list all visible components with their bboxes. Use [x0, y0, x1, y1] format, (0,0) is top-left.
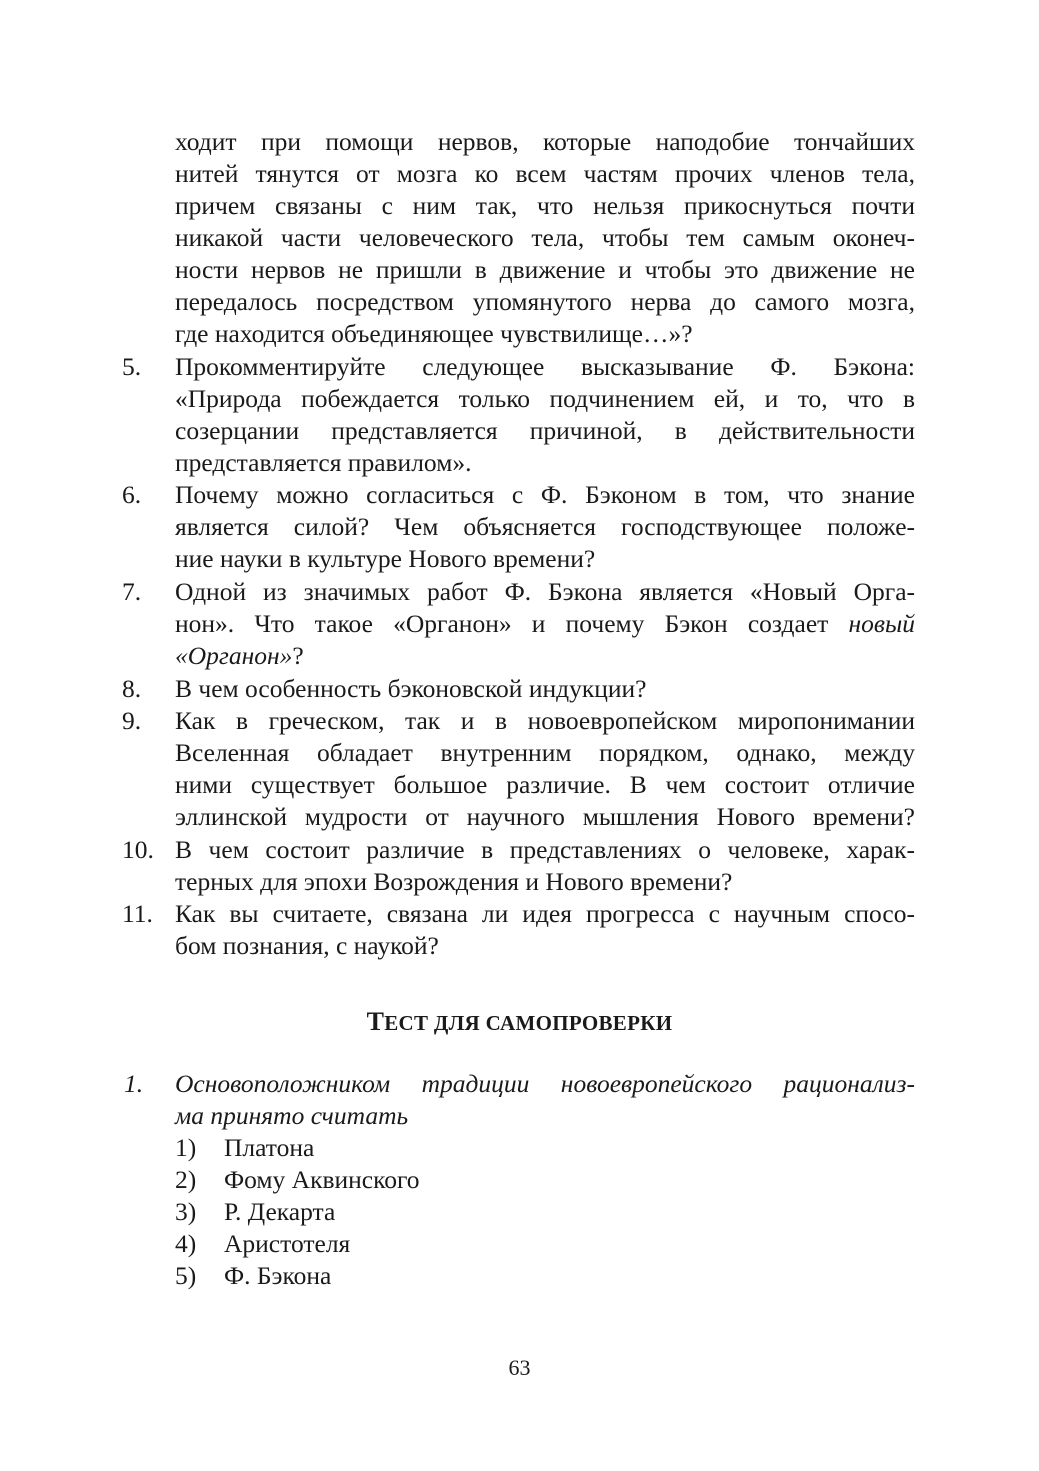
- question-line: созерцании представляется причиной, в действительности: [175, 416, 915, 445]
- continuation-line: ности нервов не пришли в движение и чтобы это движение не: [175, 255, 915, 284]
- question-line: терных для эпохи Возрождения и Нового времени?: [175, 867, 733, 896]
- question-number: 11.: [122, 899, 153, 928]
- question-line: Как в греческом, так и в новоевропейском миропонимании: [175, 706, 915, 735]
- question-line: Как вы считаете, связана ли идея прогресса с научным спосо-: [175, 899, 915, 928]
- continuation-line: причем связаны с ним так, что нельзя прикоснуться почти: [175, 191, 915, 220]
- question-line: бом познания, с наукой?: [175, 931, 439, 960]
- question-number: 6.: [122, 480, 142, 509]
- question-line: «Природа побеждается только подчинением ей, и то, что в: [175, 384, 915, 413]
- option-number: 2): [175, 1165, 197, 1194]
- question-line: Почему можно согласиться с Ф. Бэконом в том, что знание: [175, 480, 915, 509]
- question-line: представляется правилом».: [175, 448, 472, 477]
- option-text: Р. Декарта: [224, 1197, 336, 1226]
- question-line: Прокомментируйте следующее высказывание Ф. Бэкона:: [175, 352, 915, 381]
- continuation-line: никакой части человеческого тела, чтобы тем самым оконеч-: [175, 223, 915, 252]
- question-text: ?: [292, 641, 304, 670]
- option-number: 4): [175, 1229, 197, 1258]
- test-question-number: 1.: [124, 1069, 144, 1098]
- question-line: эллинской мудрости от научного мышления Нового времени?: [175, 802, 915, 831]
- question-line: Одной из значимых работ Ф. Бэкона является «Новый Орга-: [175, 577, 915, 606]
- option-text: Фому Аквинского: [224, 1165, 420, 1194]
- question-number: 9.: [122, 706, 142, 735]
- option-text: Платона: [224, 1133, 315, 1162]
- question-line: [175, 608, 915, 640]
- page-number: 63: [508, 1355, 531, 1380]
- question-number: 7.: [122, 577, 142, 606]
- emphasis-text: новый: [848, 609, 915, 638]
- heading-rest: ЕСТ ДЛЯ САМОПРОВЕРКИ: [384, 1011, 673, 1035]
- continuation-line: ходит при помощи нервов, которые наподобие тончайших: [175, 127, 915, 156]
- continuation-line: где находится объединяющее чувствилище…»?: [175, 319, 693, 348]
- emphasis-text: «Органон»: [175, 641, 293, 670]
- option-text: Ф. Бэкона: [224, 1261, 332, 1290]
- question-line: является силой? Чем объясняется господствующее положе-: [175, 512, 915, 541]
- option-number: 5): [175, 1261, 197, 1290]
- section-heading: [0, 1006, 1039, 1039]
- question-line: Вселенная обладает внутренним порядком, однако, между: [175, 738, 915, 767]
- question-line: В чем особенность бэконовской индукции?: [175, 674, 647, 703]
- test-question-line: Основоположником традиции новоевропейского рационализ-: [175, 1069, 915, 1098]
- option-text: Аристотеля: [224, 1229, 351, 1258]
- continuation-line: нитей тянутся от мозга ко всем частям прочих членов тела,: [175, 159, 915, 188]
- question-text: нон». Что такое «Органон» и почему Бэкон создает: [175, 609, 829, 638]
- question-number: 5.: [122, 352, 142, 381]
- question-line: В чем состоит различие в представлениях о человеке, харак-: [175, 835, 915, 864]
- heading-initial: Т: [366, 1007, 385, 1036]
- option-number: 1): [175, 1133, 197, 1162]
- test-question-line: ма принято считать: [175, 1101, 409, 1130]
- question-line: ними существует большое различие. В чем состоит отличие: [175, 770, 915, 799]
- question-number: 8.: [122, 674, 142, 703]
- question-line: [175, 640, 915, 672]
- option-number: 3): [175, 1197, 197, 1226]
- question-number: 10.: [122, 835, 154, 864]
- question-line: ние науки в культуре Нового времени?: [175, 544, 596, 573]
- continuation-line: передалось посредством упомянутого нерва до самого мозга,: [175, 287, 915, 316]
